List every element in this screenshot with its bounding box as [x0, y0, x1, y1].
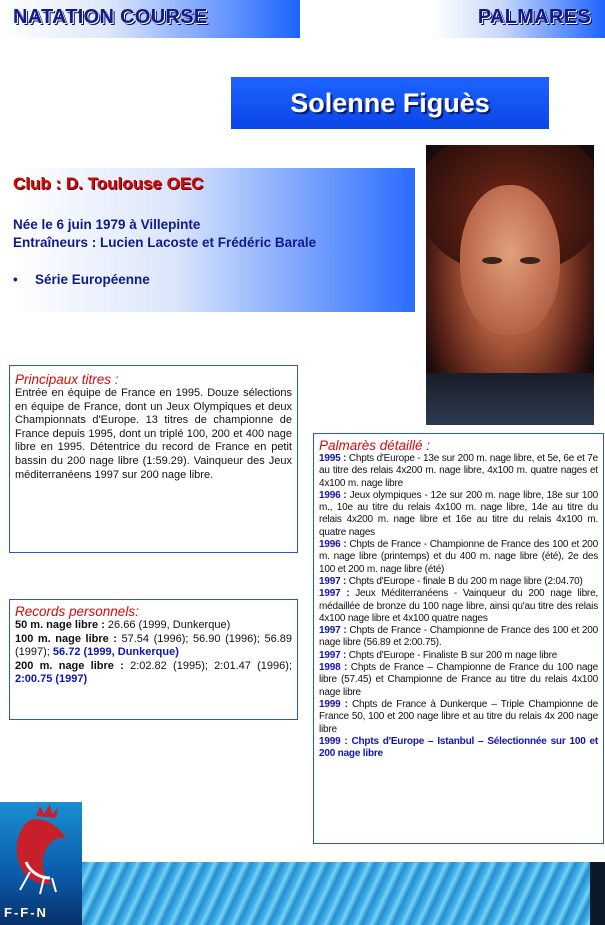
- ffn-logo-text: F-F-N: [4, 905, 48, 920]
- photo-eye-right: [520, 257, 540, 264]
- palmares-item: 1997 : Chpts de France - Championne de France des 100 et 200 nage libre (56.89 et 2:00.75).: [319, 625, 599, 649]
- titles-heading: Principaux titres :: [15, 372, 119, 387]
- section-title-palmares: PALMARES: [477, 6, 591, 28]
- records-heading: Records personnels:: [15, 604, 139, 619]
- club-label: Club : D. Toulouse OEC: [13, 174, 204, 193]
- palmares-item: 1997 : Chpts d'Europe - finale B du 200 m nage libre (2:04.70): [319, 575, 583, 587]
- athlete-name: Solenne Figuès: [290, 87, 490, 118]
- pool-edge: [590, 862, 605, 925]
- palmares-item: 1996 : Jeux olympiques - 12e sur 200 m. nage libre, 18e sur 100 m., 10e au titre du relais 4x100 m. nage libre, 14e au titre du relais 4x200 m. nage libre et 16e au titre du relais 4x100 m. quatre nages: [319, 489, 599, 538]
- pool-water-strip: [82, 862, 605, 925]
- titles-box: [9, 365, 298, 553]
- palmares-item: 1999 : Chpts de France à Dunkerque – Triple Championne de France 50, 100 et 200 nage libre et au titre du relais 4x 200 nage libre: [319, 698, 599, 735]
- athlete-photo: [426, 145, 594, 425]
- record-50m: 50 m. nage libre : 26.66 (1999, Dunkerque): [15, 619, 231, 631]
- palmares-list: [319, 453, 598, 736]
- palmares-heading: Palmarès détaillé :: [319, 438, 431, 453]
- records-box: [9, 599, 298, 720]
- titles-text: Entrée en équipe de France en 1995. Douze sélections en équipe de France, dont un Jeux Olympiques et deux Championnats d'Europe. 13 titres de championne de France depuis 1995, dont un triplé 100, 200 et 400 nage libre en 1995. Détentrice du record de France en petit bassin du 200 nage libre (1:59.29). Vainqueur des Jeux méditerranéens 1997 sur 200 nage libre.: [15, 387, 292, 481]
- palmares-item: 1997 : Chpts d'Europe - Finaliste B sur 200 m nage libre: [319, 649, 558, 661]
- record-100m: 100 m. nage libre : 57.54 (1996); 56.90 (1996); 56.89 (1997); 56.72 (1999, Dunkerque): [15, 632, 293, 659]
- bullet-text: Série Européenne: [35, 272, 150, 287]
- rooster-icon: [0, 802, 82, 902]
- palmares-item: 1998 : Chpts de France – Championne de France du 100 nage libre (57.45) et Championne de France au titre du relais 4x100 nage libre: [319, 662, 598, 698]
- bullet-item: • Série Européenne: [13, 272, 150, 287]
- photo-face: [460, 185, 560, 335]
- palmares-item: 1996 : Chpts de France - Championne de France des 100 et 200 m. nage libre (printemps) et du 400 m. nage libre (été), 2e des 100 et 200 m. nage libre (été): [319, 539, 599, 575]
- palmares-item: 1995 : Chpts d'Europe - 13e sur 200 m. nage libre, et 5e, 6e et 7e au titre des relais 4x200 m. nage libre, 4x100 m. quatre nages et 4x100 m. nage libre: [319, 453, 598, 489]
- athlete-nameplate: [231, 77, 549, 129]
- photo-water: [426, 373, 594, 425]
- birth-info: Née le 6 juin 1979 à Villepinte: [13, 217, 201, 232]
- palmares-box: [313, 433, 604, 844]
- photo-eye-left: [482, 257, 502, 264]
- coaches-info: Entraîneurs : Lucien Lacoste et Frédéric Barale: [13, 235, 317, 250]
- palmares-item-last: 1999 : Chpts d'Europe – Istanbul – Sélectionnée sur 100 et 200 nage libre: [319, 735, 599, 760]
- records-body: [15, 619, 292, 687]
- record-200m: 200 m. nage libre : 2:02.82 (1995); 2:01.47 (1996); 2:00.75 (1997): [15, 659, 292, 686]
- section-title-natation: NATATION COURSE: [13, 6, 208, 28]
- palmares-item: 1997 : Jeux Méditerranéens - Vainqueur du 200 nage libre, médaillée de bronze du 100 nage libre, ainsi qu'au titre des relais 4x100 nage libre et 4x100 quatre nages: [319, 588, 599, 624]
